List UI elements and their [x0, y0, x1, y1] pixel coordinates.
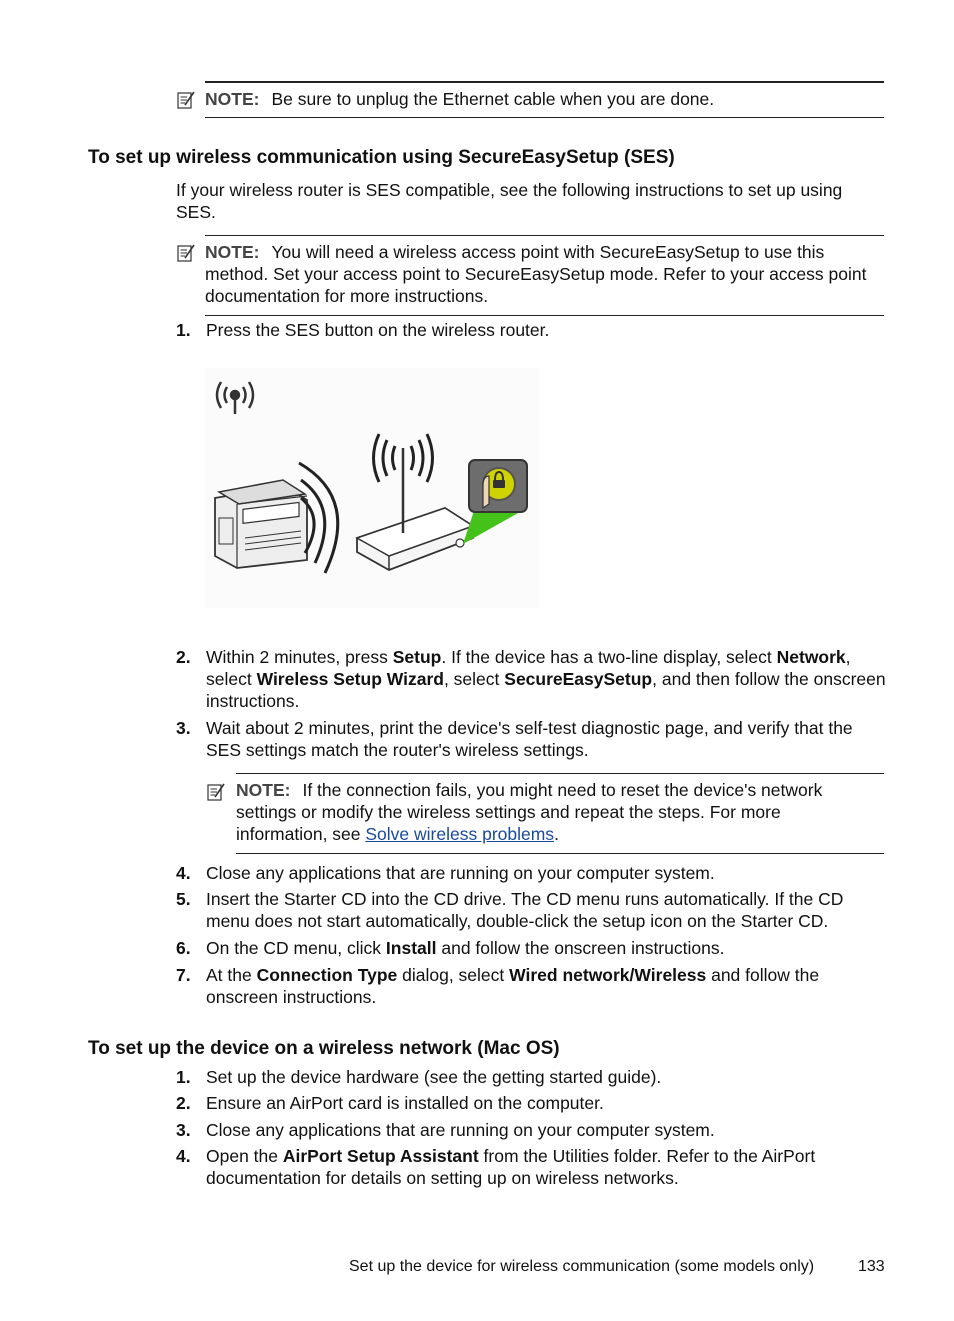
step-text-bold: SecureEasySetup — [504, 669, 653, 689]
note-label: NOTE: — [205, 89, 260, 109]
step-text-run: , select — [206, 647, 851, 689]
note-body: If the connection fails, you might need to reset the device's network settings or modify the wireless settings and repeat the steps. For more information, see — [236, 780, 823, 844]
step-text-run: and follow the onscreen instructions. — [206, 965, 820, 1007]
step-number: 4. — [176, 863, 191, 883]
step-text-run: On the CD menu, click — [206, 938, 386, 958]
step-text-bold: Wireless Setup Wizard — [256, 669, 444, 689]
step-text — [206, 964, 886, 1008]
ses-setup-illustration — [205, 368, 539, 608]
step-5 — [176, 888, 886, 932]
note-label: NOTE: — [205, 242, 260, 262]
note-bottom-rule — [236, 853, 884, 854]
step-1 — [176, 319, 886, 341]
page-number: 133 — [858, 1258, 885, 1275]
mac-step-2 — [176, 1092, 886, 1114]
note-top-rule — [236, 773, 884, 774]
section-heading-mac: To set up the device on a wireless network (Mac OS) — [88, 1038, 560, 1059]
mac-step-4 — [176, 1145, 886, 1189]
step-text — [206, 862, 886, 884]
note-body: Be sure to unplug the Ethernet cable when you are done. — [271, 89, 715, 109]
step-text — [206, 888, 886, 932]
step-6 — [176, 937, 886, 959]
step-text-run: Insert the Starter CD into the CD drive. The CD menu runs automatically. If the CD menu does not start automatically, double-click the setup icon on the Starter CD. — [206, 889, 844, 931]
ses-button-icon — [469, 460, 527, 512]
step-text-run: and follow the onscreen instructions. — [436, 938, 725, 958]
step-text-run: Set up the device hardware (see the getting started guide). — [206, 1067, 662, 1087]
note-label: NOTE: — [236, 780, 291, 800]
step-text — [206, 937, 886, 959]
step-text-run: from the Utilities folder. Refer to the AirPort documentation for details on setting up on wireless networks. — [206, 1146, 816, 1188]
intro-paragraph: If your wireless router is SES compatible, see the following instructions to set up using SES. — [176, 180, 843, 222]
step-text-run: Within 2 minutes, press — [206, 647, 393, 667]
step-text-run: At the — [206, 965, 257, 985]
step-text-bold: AirPort Setup Assistant — [282, 1146, 479, 1166]
step-text — [206, 1092, 886, 1114]
step-number: 2. — [176, 1093, 191, 1113]
step-text — [206, 646, 886, 712]
step-text-run: Wait about 2 minutes, print the device's self-test diagnostic page, and verify that the SES settings match the router's wireless settings. — [206, 718, 853, 760]
step-number: 4. — [176, 1146, 191, 1166]
note-top-rule — [205, 235, 884, 236]
note-body-end: . — [554, 824, 559, 844]
note-bottom-rule — [205, 117, 884, 118]
step-text-run: dialog, select — [397, 965, 510, 985]
step-number: 6. — [176, 938, 191, 958]
step-number: 5. — [176, 889, 191, 909]
step-number: 1. — [176, 320, 191, 340]
step-text-bold: Setup — [392, 647, 442, 667]
step-3 — [176, 717, 886, 761]
step-text — [206, 1119, 886, 1141]
step-7 — [176, 964, 886, 1008]
step-text — [206, 1066, 886, 1088]
step-number: 2. — [176, 647, 191, 667]
note-text — [205, 88, 885, 110]
note-text — [236, 779, 876, 845]
step-number: 1. — [176, 1067, 191, 1087]
step-text-run: Open the — [206, 1146, 283, 1166]
step-text — [206, 717, 886, 761]
note-bottom-rule — [205, 315, 884, 316]
printer-icon — [215, 480, 307, 568]
step-text-run: . If the device has a two-line display, select — [441, 647, 777, 667]
step-text-run: Close any applications that are running on your computer system. — [206, 863, 715, 883]
note-icon — [176, 90, 196, 110]
step-text — [206, 1145, 886, 1189]
note-icon — [176, 243, 196, 263]
step-text-bold: Connection Type — [256, 965, 398, 985]
note-text — [205, 241, 880, 307]
note-top-rule — [205, 81, 884, 83]
step-text-run: Ensure an AirPort card is installed on the computer. — [206, 1093, 604, 1113]
note-body: You will need a wireless access point with SecureEasySetup to use this method. Set your access point to SecureEasySetup mode. Refer to your access point documentation for more instructions. — [205, 242, 867, 306]
mac-step-1 — [176, 1066, 886, 1088]
step-4 — [176, 862, 886, 884]
step-text-run: , select — [443, 669, 505, 689]
step-number: 3. — [176, 1120, 191, 1140]
step-text — [206, 319, 886, 341]
step-text-bold: Network — [776, 647, 846, 667]
step-text-run: Close any applications that are running on your computer system. — [206, 1120, 715, 1140]
solve-wireless-problems-link[interactable]: Solve wireless problems — [365, 824, 555, 844]
mac-step-3 — [176, 1119, 886, 1141]
footer-title: Set up the device for wireless communication (some models only) — [349, 1258, 815, 1275]
step-number: 3. — [176, 718, 191, 738]
step-number: 7. — [176, 965, 191, 985]
section-heading-ses: To set up wireless communication using SecureEasySetup (SES) — [88, 147, 675, 168]
step-text-bold: Install — [385, 938, 437, 958]
step-text-run: , and then follow the onscreen instructions. — [206, 669, 886, 711]
step-text-bold: Wired network/Wireless — [509, 965, 707, 985]
note-icon — [206, 782, 226, 802]
step-2 — [176, 646, 886, 712]
step-text-run: Press the SES button on the wireless router. — [206, 320, 550, 340]
